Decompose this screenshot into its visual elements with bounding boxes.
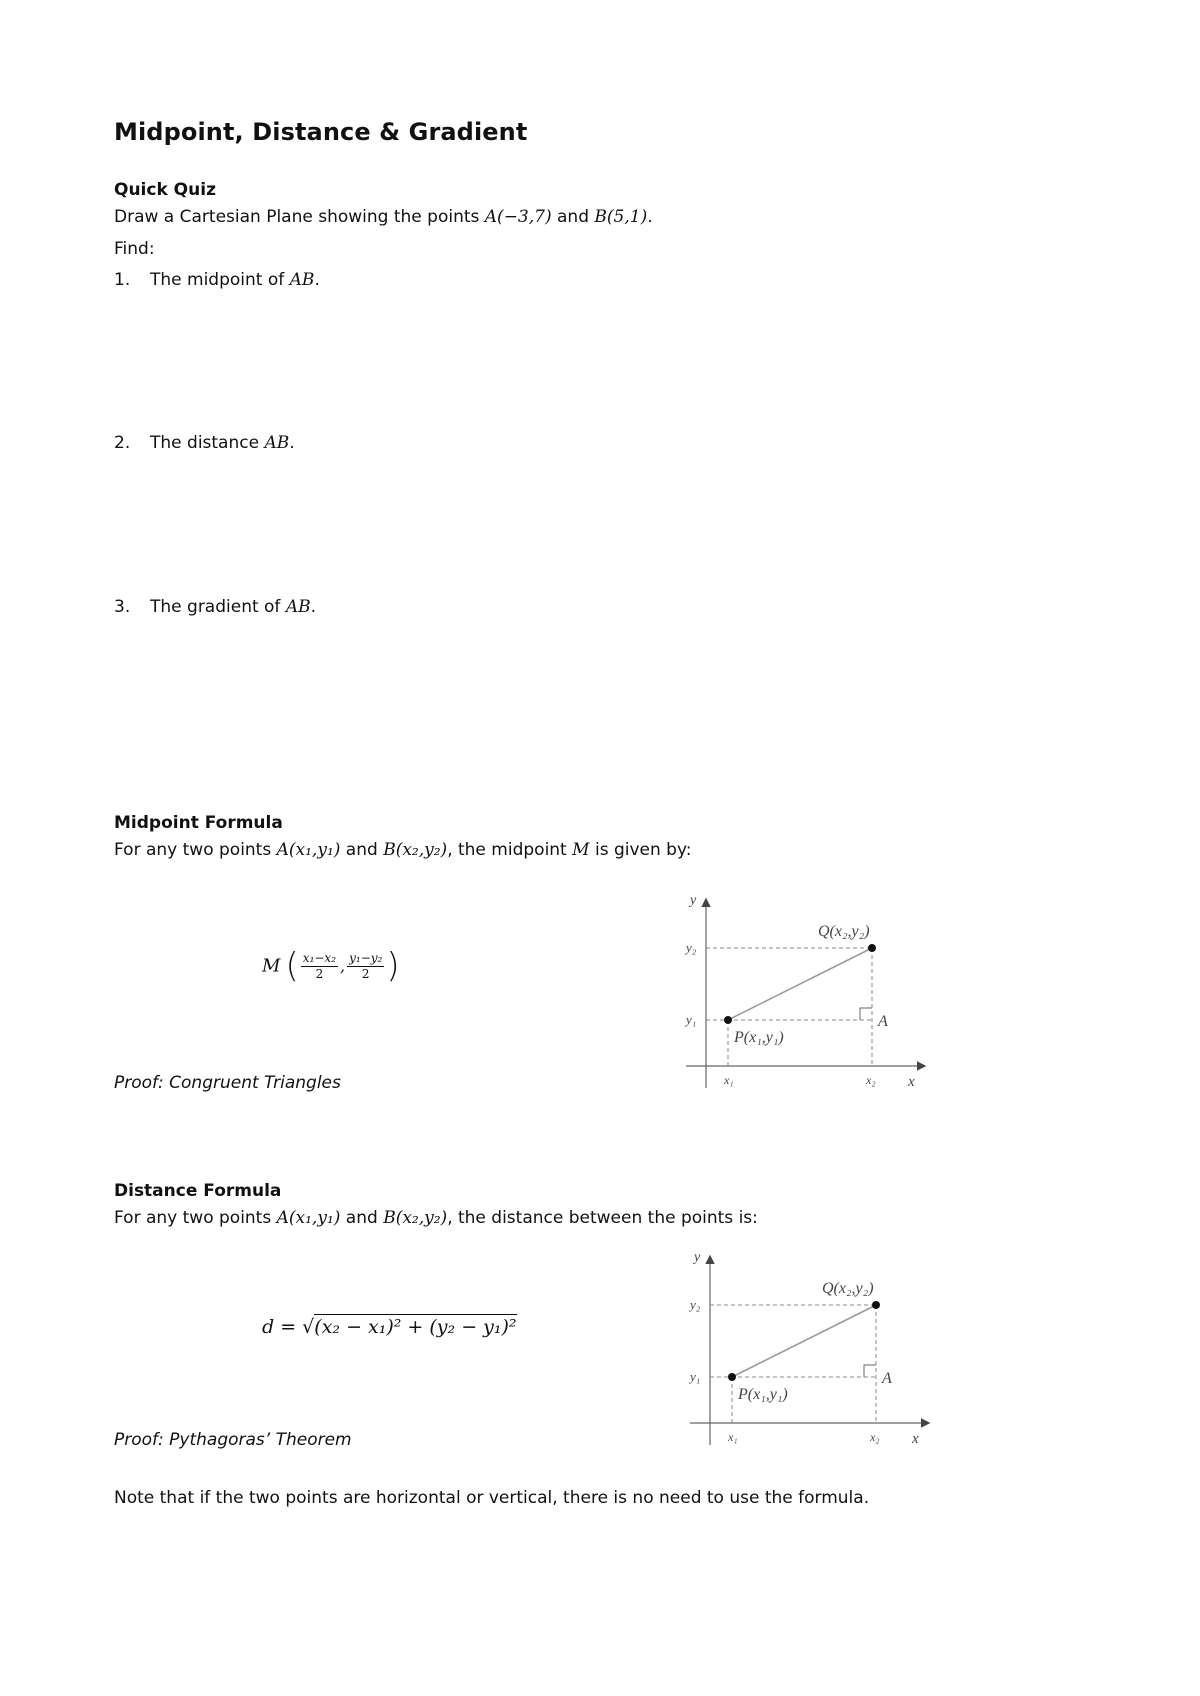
question-text: The gradient of xyxy=(150,597,286,617)
question-end: . xyxy=(314,270,320,290)
fraction-x-numerator: x₁−x₂ xyxy=(302,950,337,965)
distance-intro xyxy=(114,1208,758,1228)
point-b: B(x₂,y₂) xyxy=(383,1208,448,1228)
question-end: . xyxy=(289,433,295,453)
page-title: Midpoint, Distance & Gradient xyxy=(114,118,528,146)
x2-label: x₂ xyxy=(866,1073,876,1087)
distance-heading: Distance Formula xyxy=(114,1181,282,1201)
left-paren: ( xyxy=(285,946,299,986)
formula-radicand: (x₂ − x₁)² + (y₂ − y₁)² xyxy=(314,1316,517,1338)
sqrt-symbol: √ xyxy=(302,1316,315,1338)
formula-comma: , xyxy=(340,956,346,976)
var-m: M xyxy=(572,840,590,860)
question-end: . xyxy=(310,597,317,617)
y1-label: y₁ xyxy=(690,1369,701,1384)
segment-pq xyxy=(728,948,872,1020)
segment-pq xyxy=(732,1305,876,1377)
point-b: B(x₂,y₂) xyxy=(383,840,448,860)
formula-m: M xyxy=(262,955,281,977)
fraction-x-denominator: 2 xyxy=(315,966,324,981)
y2-label: y₂ xyxy=(690,1297,701,1312)
fraction-x xyxy=(301,951,338,982)
y2-label: y₂ xyxy=(686,940,697,955)
y1-label: y₁ xyxy=(686,1012,697,1027)
question-var: AB xyxy=(264,433,290,453)
x1-label: x₁ xyxy=(724,1073,734,1087)
point-p xyxy=(728,1373,736,1381)
quiz-intro-text: Draw a Cartesian Plane showing the points xyxy=(114,207,485,227)
and-text: and xyxy=(551,207,595,227)
question-1 xyxy=(114,270,320,290)
and-text: and xyxy=(340,840,384,860)
q-label: Q(x₂,y₂) xyxy=(822,1280,874,1297)
fraction-y-denominator: 2 xyxy=(361,966,370,981)
right-paren: ) xyxy=(386,946,400,986)
question-text: The midpoint of xyxy=(150,270,290,290)
a-label: A xyxy=(878,1013,888,1030)
intro-end: is given by: xyxy=(589,840,692,860)
period: . xyxy=(647,207,653,227)
p-label: P(x₁,y₁) xyxy=(738,1386,788,1403)
y-axis-label: y xyxy=(694,1250,701,1265)
a-label: A xyxy=(882,1370,892,1387)
x2-label: x₂ xyxy=(870,1430,880,1444)
question-text: The distance xyxy=(150,433,265,453)
point-a: A(−3,7) xyxy=(484,207,552,227)
distance-formula xyxy=(262,1316,517,1338)
y-axis-label: y xyxy=(690,893,697,908)
question-number: 2. xyxy=(114,433,131,453)
x-axis-label: x xyxy=(912,1431,919,1447)
formula-lhs: d = xyxy=(262,1316,303,1338)
x-axis-label: x xyxy=(908,1074,915,1090)
point-a: A(x₁,y₁) xyxy=(276,840,341,860)
question-var: AB xyxy=(285,597,311,617)
midpoint-formula xyxy=(262,946,400,986)
midpoint-diagram xyxy=(676,888,936,1098)
x1-label: x₁ xyxy=(728,1430,738,1444)
p-label: P(x₁,y₁) xyxy=(734,1029,784,1046)
note-text: Note that if the two points are horizontal or vertical, there is no need to use the formula. xyxy=(114,1488,870,1508)
question-var: AB xyxy=(289,270,315,290)
question-number: 3. xyxy=(114,597,131,617)
midpoint-intro xyxy=(114,840,692,860)
q-label: Q(x₂,y₂) xyxy=(818,923,870,940)
midpoint-proof: Proof: Congruent Triangles xyxy=(114,1073,341,1093)
point-b: B(5,1) xyxy=(594,207,648,227)
intro-post: , the distance between the points is: xyxy=(447,1208,758,1228)
right-angle-mark xyxy=(864,1365,876,1377)
intro-pre: For any two points xyxy=(114,1208,277,1228)
find-label: Find: xyxy=(114,239,155,259)
right-angle-mark xyxy=(860,1008,872,1020)
midpoint-heading: Midpoint Formula xyxy=(114,813,283,833)
question-2 xyxy=(114,433,295,453)
quiz-heading: Quick Quiz xyxy=(114,180,216,200)
point-q xyxy=(868,944,876,952)
quiz-intro xyxy=(114,207,653,227)
question-3 xyxy=(114,597,316,617)
intro-pre: For any two points xyxy=(114,840,277,860)
point-q xyxy=(872,1301,880,1309)
distance-diagram xyxy=(680,1245,940,1455)
and-text: and xyxy=(340,1208,384,1228)
point-p xyxy=(724,1016,732,1024)
intro-post: , the midpoint xyxy=(447,840,573,860)
fraction-y xyxy=(347,951,384,982)
fraction-y-numerator: y₁−y₂ xyxy=(349,950,383,965)
point-a: A(x₁,y₁) xyxy=(276,1208,341,1228)
question-number: 1. xyxy=(114,270,131,290)
distance-proof: Proof: Pythagoras’ Theorem xyxy=(114,1430,352,1450)
